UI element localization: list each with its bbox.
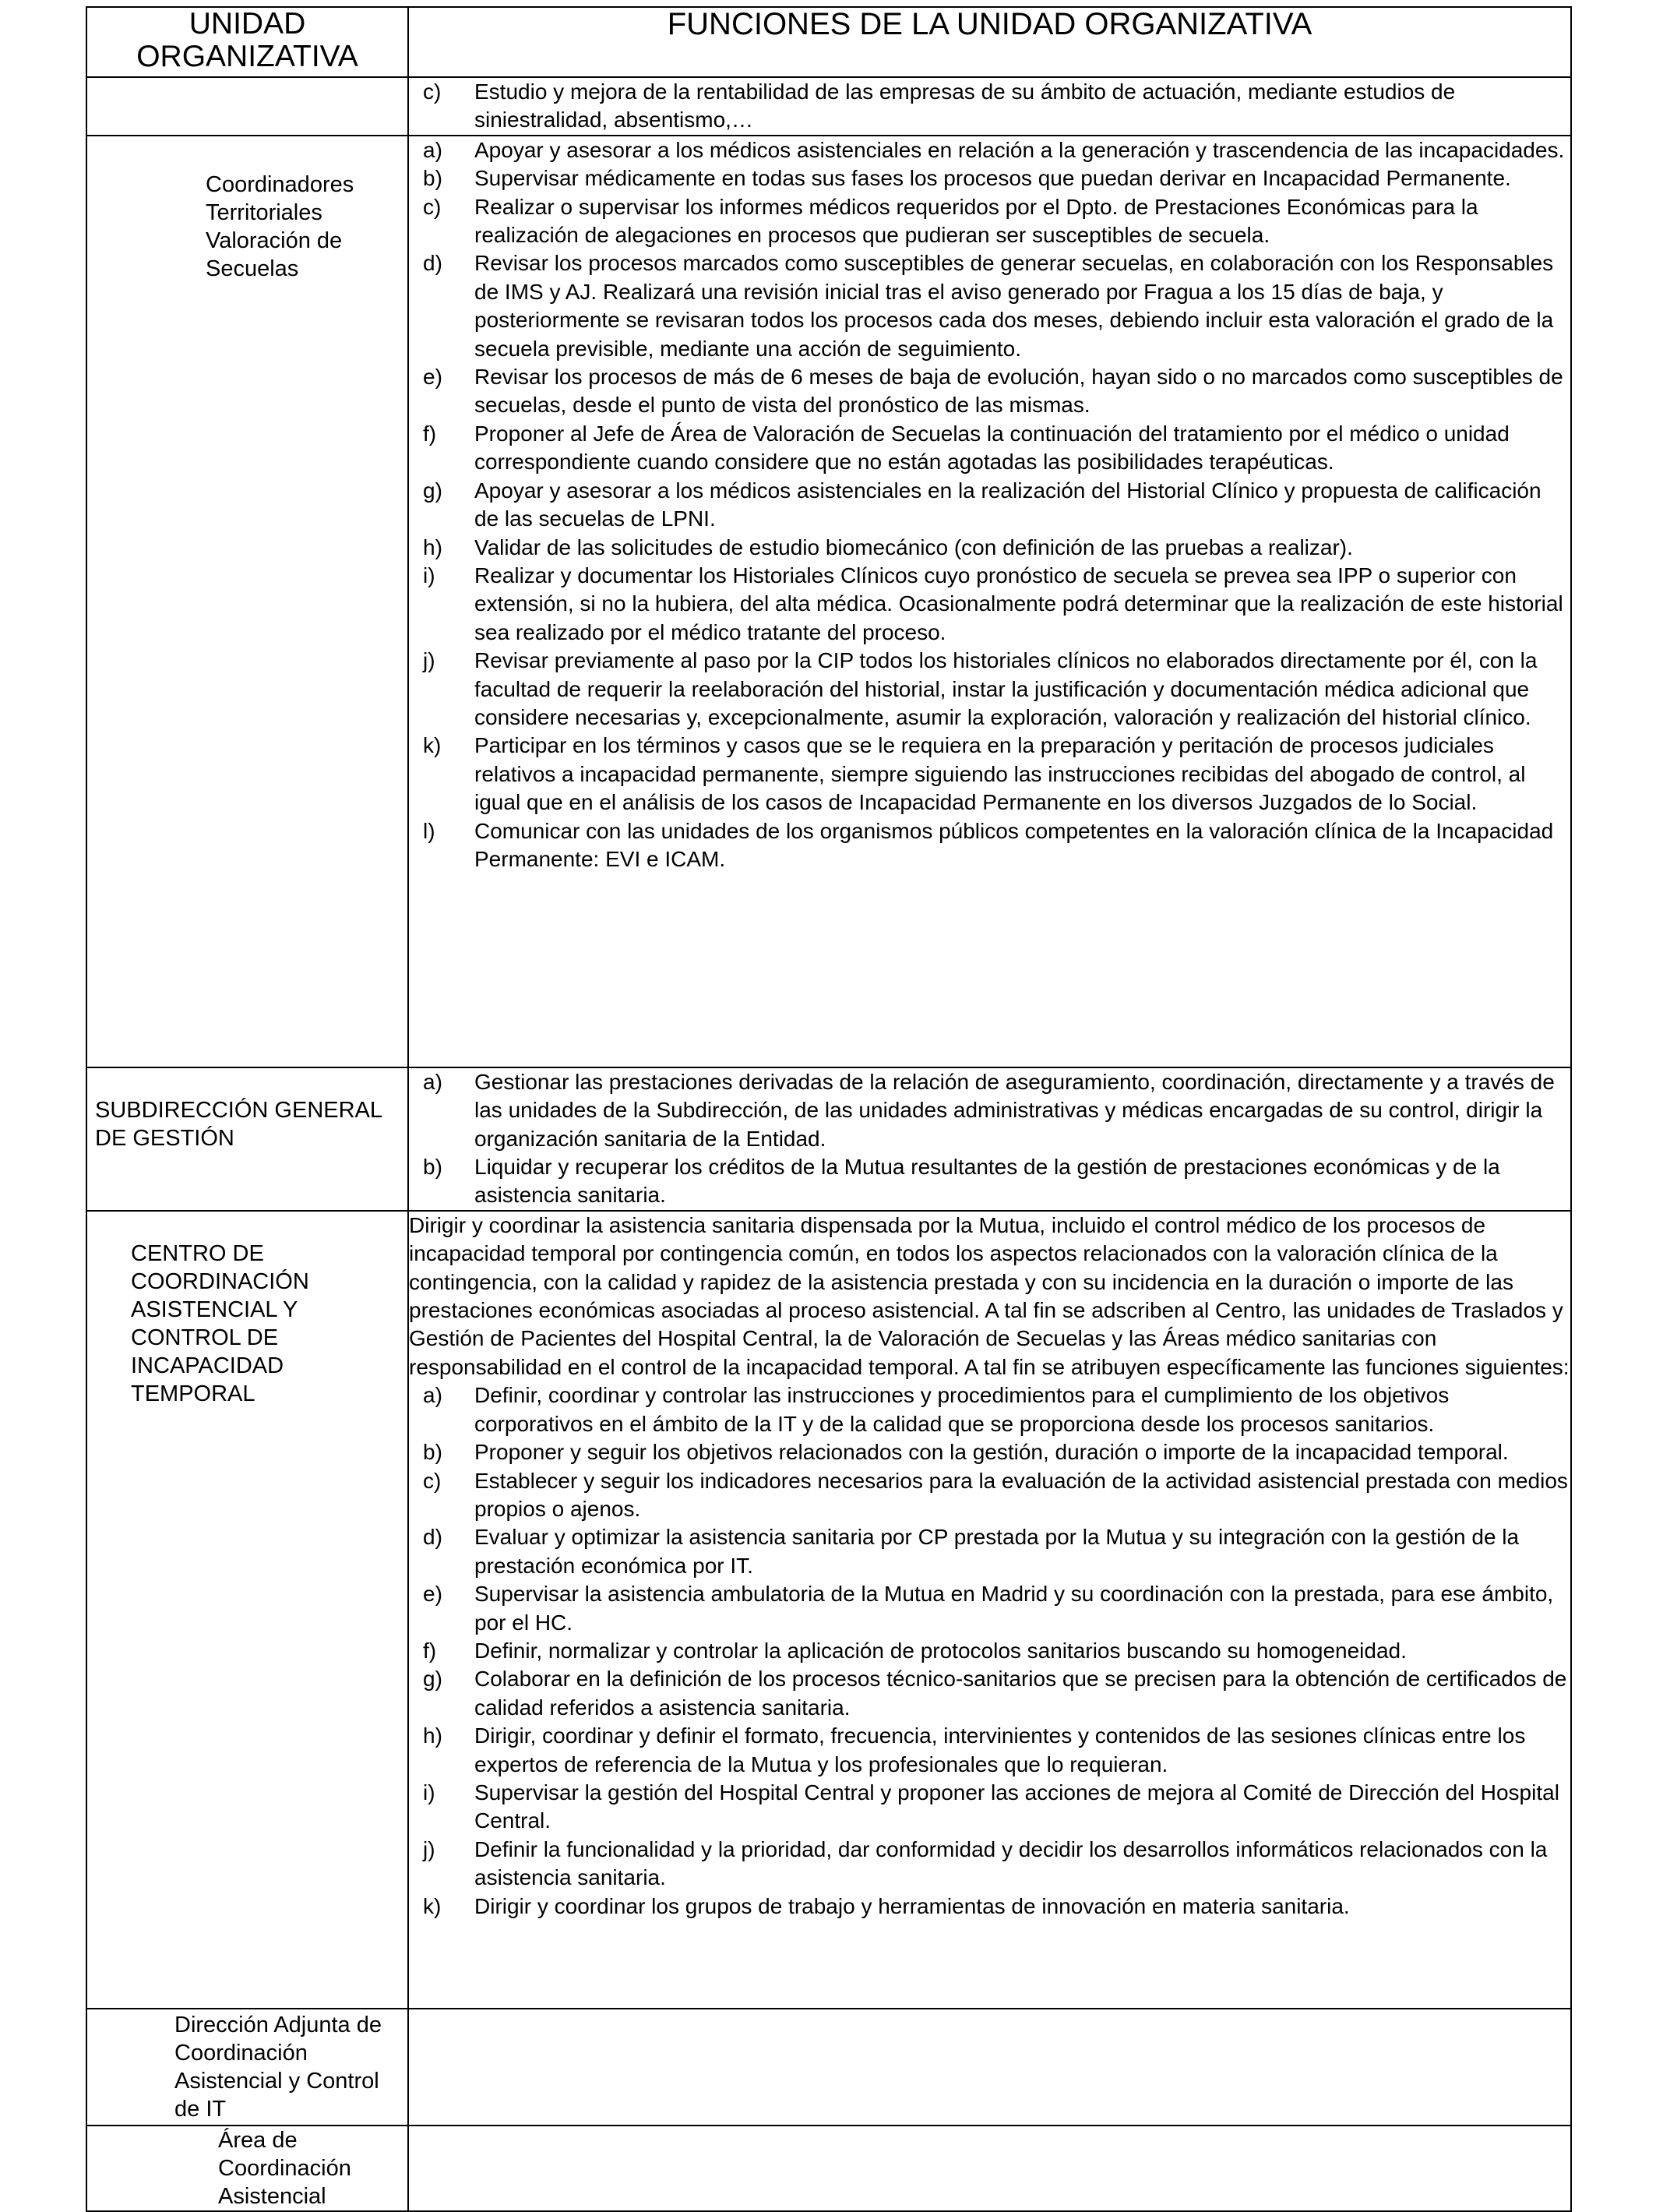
function-item (409, 1836, 1570, 1893)
item-marker: e) (423, 1582, 442, 1607)
function-item (409, 534, 1570, 562)
function-item (409, 1068, 1570, 1153)
function-item (409, 1381, 1570, 1438)
function-item (409, 78, 1570, 135)
item-text: Supervisar médicamente en todas sus fases los procesos que puedan derivar en Incapacidad Permanente. (474, 166, 1511, 191)
unit-cell (86, 1067, 408, 1211)
unit-name: CENTRO DE COORDINACIÓN ASISTENCIAL Y CONTROL DE INCAPACIDAD TEMPORAL (131, 1240, 309, 1406)
function-list (409, 136, 1570, 874)
item-text: Realizar y documentar los Historiales Clínicos cuyo pronóstico de secuela se prevea sea IPP o superior con extensión, si no la hubiera, del alta médica. Ocasionalmente podrá determinar que la realización de este historial sea realizado por el médico tratante del proceso. (474, 563, 1563, 644)
item-text: Liquidar y recuperar los créditos de la Mutua resultantes de la gestión de prestaciones económicas y de la asistencia sanitaria. (474, 1155, 1500, 1208)
function-item (409, 562, 1570, 647)
functions-cell (408, 136, 1571, 1067)
table-row (86, 1067, 1571, 1211)
item-marker: g) (423, 1667, 442, 1692)
item-text: Estudio y mejora de la rentabilidad de las empresas de su ámbito de actuación, mediante estudios de siniestralidad, absentismo,… (474, 79, 1456, 132)
function-item (409, 1580, 1570, 1637)
organizational-units-table (86, 6, 1572, 2212)
item-marker: i) (423, 563, 435, 587)
function-item (409, 647, 1570, 732)
functions-intro: Dirigir y coordinar la asistencia sanitaria dispensada por la Mutua, incluido el control médico de los procesos de incapacidad temporal por contingencia común, en todos los aspectos relacionados con la valoración clínica de la contingencia, con la calidad y rapidez de la asistencia prestada y con su incidencia en la duración o importe de las prestaciones económicas asociadas al proceso asistencial. A tal fin se adscriben al Centro, las unidades de Traslados y Gestión de Pacientes del Hospital Central, la de Valoración de Secuelas y las Áreas médico sanitarias con responsabilidad en el control de la incapacidad temporal. A tal fin se atribuyen específicamente las funciones siguientes: (409, 1212, 1570, 1379)
item-text: Dirigir y coordinar los grupos de trabajo y herramientas de innovación en materia sanitaria. (474, 1893, 1350, 1918)
function-item (409, 1779, 1570, 1836)
functions-cell (408, 1211, 1571, 2009)
item-marker: k) (423, 733, 442, 758)
item-text: Revisar los procesos de más de 6 meses de baja de evolución, hayan sido o no marcados como susceptibles de secuelas, desde el punto de vista del pronóstico de las mismas. (474, 365, 1563, 418)
item-marker: g) (423, 478, 442, 503)
unit-cell (86, 2126, 408, 2211)
functions-cell (408, 2126, 1571, 2211)
function-item (409, 249, 1570, 363)
function-list (409, 78, 1570, 135)
item-marker: c) (423, 1468, 442, 1493)
function-item (409, 164, 1570, 192)
item-marker: e) (423, 365, 442, 390)
function-item (409, 1467, 1570, 1524)
item-marker: c) (423, 194, 442, 219)
item-text: Realizar o supervisar los informes médicos requeridos por el Dpto. de Prestaciones Económicas para la realización de alegaciones en procesos que pudieran ser susceptibles de secuela. (474, 194, 1478, 248)
item-marker: j) (423, 648, 435, 673)
function-item (409, 817, 1570, 874)
item-text: Establecer y seguir los indicadores necesarios para la evaluación de la actividad asistencial prestada con medios propios o ajenos. (474, 1468, 1568, 1521)
item-text: Proponer al Jefe de Área de Valoración de Secuelas la continuación del tratamiento por el médico o unidad correspondiente cuando considere que no están agotadas las posibilidades terapéuticas. (474, 421, 1510, 475)
unit-name: SUBDIRECCIÓN GENERAL DE GESTIÓN (95, 1097, 382, 1151)
item-text: Apoyar y asesorar a los médicos asistenciales en relación a la generación y trascendencia de las incapacidades. (474, 137, 1565, 162)
function-item (409, 1665, 1570, 1722)
function-item (409, 477, 1570, 534)
item-text: Supervisar la asistencia ambulatoria de la Mutua en Madrid y su coordinación con la prestada, para ese ámbito, por el HC. (474, 1582, 1554, 1635)
item-marker: i) (423, 1780, 435, 1805)
item-marker: l) (423, 818, 435, 843)
unit-cell (86, 136, 408, 1067)
item-marker: a) (423, 1383, 442, 1408)
function-item (409, 1523, 1570, 1580)
item-marker: f) (423, 421, 437, 446)
item-text: Participar en los términos y casos que se le requiera en la preparación y peritación de procesos judiciales relativos a incapacidad permanente, siempre siguiendo las instrucciones recibidas del abogado de control, al igual que en el análisis de los casos de Incapacidad Permanente en los diversos Juzgados de lo Social. (474, 733, 1526, 815)
function-item (409, 193, 1570, 250)
unit-name: Coordinadores Territoriales Valoración de Secuelas (206, 171, 354, 281)
item-marker: b) (423, 1440, 442, 1465)
function-item (409, 1438, 1570, 1466)
functions-cell (408, 1067, 1571, 1211)
table-row (86, 136, 1571, 1067)
item-text: Evaluar y optimizar la asistencia sanitaria por CP prestada por la Mutua y su integración con la gestión de la prestación económica por IT. (474, 1525, 1520, 1578)
item-text: Comunicar con las unidades de los organismos públicos competentes en la valoración clínica de la Incapacidad Permanente: EVI e ICAM. (474, 818, 1554, 871)
item-text: Dirigir, coordinar y definir el formato, frecuencia, intervinientes y contenidos de las sesiones clínicas entre los expertos de referencia de la Mutua y los profesionales que lo requieran. (474, 1723, 1526, 1776)
item-marker: d) (423, 251, 442, 276)
item-marker: h) (423, 534, 442, 559)
functions-cell (408, 2009, 1571, 2126)
function-item (409, 1637, 1570, 1665)
item-text: Apoyar y asesorar a los médicos asistenciales en la realización del Historial Clínico y propuesta de calificación de las secuelas de LPNI. (474, 478, 1541, 531)
item-marker: f) (423, 1638, 437, 1663)
item-text: Definir, normalizar y controlar la aplicación de protocolos sanitarios buscando su homogeneidad. (474, 1638, 1407, 1663)
item-text: Definir la funcionalidad y la prioridad, dar conformidad y decidir los desarrollos informáticos relacionados con la asistencia sanitaria. (474, 1836, 1548, 1890)
table-row (86, 2009, 1571, 2126)
item-marker: j) (423, 1836, 435, 1861)
table-row (86, 2126, 1571, 2211)
function-item (409, 1153, 1570, 1210)
table-row (86, 1211, 1571, 2009)
item-marker: d) (423, 1525, 442, 1550)
function-item (409, 732, 1570, 817)
item-text: Validar de las solicitudes de estudio biomecánico (con definición de las pruebas a realizar). (474, 534, 1353, 559)
function-item (409, 363, 1570, 420)
function-list (409, 1381, 1570, 1921)
item-marker: b) (423, 1155, 442, 1180)
item-marker: c) (423, 79, 442, 104)
header-unit: UNIDAD ORGANIZATIVA (86, 7, 408, 77)
unit-cell (86, 1211, 408, 2009)
unit-cell (86, 2009, 408, 2126)
function-item (409, 1722, 1570, 1779)
item-text: Supervisar la gestión del Hospital Central y proponer las acciones de mejora al Comité de Dirección del Hospital Central. (474, 1780, 1559, 1833)
item-text: Colaborar en la definición de los procesos técnico-sanitarios que se precisen para la obtención de certificados de calidad referidos a asistencia sanitaria. (474, 1667, 1567, 1720)
unit-name: Dirección Adjunta de Coordinación Asistencial y Control de IT (174, 2012, 382, 2122)
function-item (409, 136, 1570, 164)
function-list (409, 1068, 1570, 1210)
item-text: Proponer y seguir los objetivos relacionados con la gestión, duración o importe de la incapacidad temporal. (474, 1440, 1509, 1465)
functions-cell (408, 77, 1571, 136)
item-marker: a) (423, 137, 442, 162)
item-marker: b) (423, 166, 442, 191)
function-item (409, 420, 1570, 477)
unit-cell (86, 77, 408, 136)
item-text: Gestionar las prestaciones derivadas de la relación de aseguramiento, coordinación, directamente y a través de las unidades de la Subdirección, de las unidades administrativas y médicas encargadas de su control, dirigir la organización sanitaria de la Entidad. (474, 1069, 1555, 1151)
item-marker: h) (423, 1723, 442, 1748)
header-functions: FUNCIONES DE LA UNIDAD ORGANIZATIVA (408, 7, 1571, 77)
item-text: Revisar previamente al paso por la CIP todos los historiales clínicos no elaborados directamente por él, con la facultad de requerir la reelaboración del historial, instar la justificación y documentación médica adicional que considere necesarias y, excepcionalmente, asumir la exploración, valoración y realización del historial clínico. (474, 648, 1538, 729)
unit-name: Área de Coordinación Asistencial (218, 2127, 351, 2209)
table-header-row (86, 7, 1571, 77)
item-text: Definir, coordinar y controlar las instrucciones y procedimientos para el cumplimiento de los objetivos corporativos en el ámbito de la IT y de la calidad que se proporciona desde los procesos sanitarios. (474, 1383, 1450, 1436)
item-marker: k) (423, 1893, 442, 1918)
table-row (86, 77, 1571, 136)
item-text: Revisar los procesos marcados como susceptibles de generar secuelas, en colaboración con los Responsables de IMS y AJ. Realizará una revisión inicial tras el aviso generado por Fragua a los 15 días de baja, y posteriormente se revisaran todos los procesos cada dos meses, debiendo incluir esta valoración el grado de la secuela previsible, mediante una acción de seguimiento. (474, 251, 1554, 361)
function-item (409, 1893, 1570, 1921)
item-marker: a) (423, 1069, 442, 1094)
